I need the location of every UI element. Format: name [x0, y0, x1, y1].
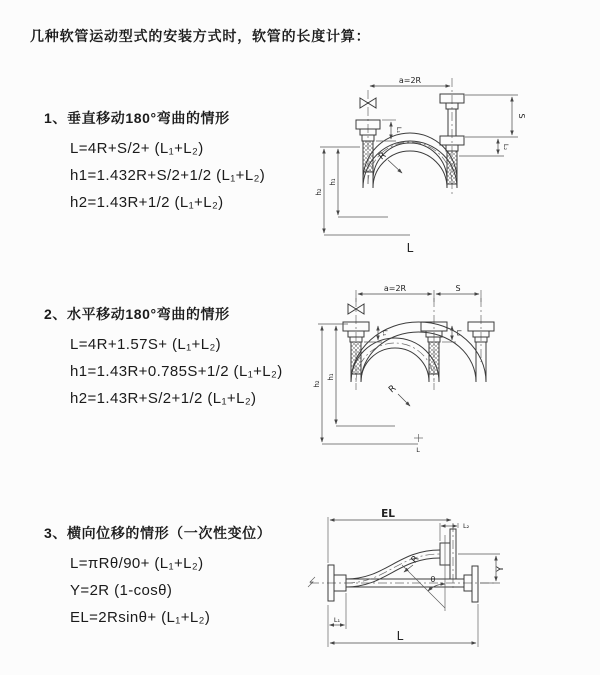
section-vertical-180	[44, 108, 265, 211]
section-3-heading: 3、横向位移的情形（一次性变位）	[44, 525, 272, 541]
d3-right-flange	[464, 566, 478, 602]
d2-middle-pipe	[421, 298, 447, 390]
d3-theta-label: θ	[430, 575, 436, 584]
section-1-formula-h2: h2=1.43R+1/2 (L₁+L₂)	[70, 194, 224, 211]
d1-r-label: R	[377, 150, 389, 163]
d3-y-label: Y	[496, 566, 506, 572]
d3-dimensions	[328, 508, 506, 647]
section-2-formula-h2: h2=1.43R+S/2+1/2 (L₁+L₂)	[70, 390, 257, 407]
d2-h1-label: h₁	[327, 373, 335, 381]
d1-dimensions	[315, 76, 526, 255]
d1-h2-label: h₂	[315, 188, 323, 196]
section-3-formula-L: L=πRθ/90+ (L₁+L₂)	[70, 555, 204, 572]
section-3-formula-Y: Y=2R (1-cosθ)	[70, 582, 173, 599]
section-3-formula-EL: EL=2Rsinθ+ (L₁+L₂)	[70, 609, 211, 626]
d2-dimensions	[313, 284, 481, 454]
section-1-formula-h1: h1=1.432R+S/2+1/2 (L₁+L₂)	[70, 167, 266, 184]
d2-span-label: a=2R	[383, 284, 407, 293]
d2-h2-label: h₂	[313, 380, 321, 388]
d2-l-label: L	[416, 446, 420, 454]
section-2-heading: 2、水平移动180°弯曲的情形	[44, 306, 230, 322]
diagram-lateral-displacement	[300, 505, 600, 660]
section-2-formula-L: L=4R+1.57S+ (L₁+L₂)	[70, 336, 222, 353]
d3-l1-label: L₁	[333, 616, 341, 624]
page-title: 几种软管运动型式的安装方式时，软管的长度计算：	[30, 28, 371, 44]
d2-left-pipe	[343, 298, 369, 390]
d3-r-label: R	[409, 554, 422, 566]
d2-hose	[351, 322, 486, 382]
d1-l1-label: L₁	[395, 126, 403, 134]
d1-l2-label: L₂	[502, 143, 510, 151]
d2-l1-label: L₁	[381, 329, 389, 337]
d1-s-label: S	[517, 113, 526, 119]
d3-upper-hose	[346, 550, 440, 587]
section-1-formula-L: L=4R+S/2+ (L₁+L₂)	[70, 140, 204, 157]
section-2-formula-h1: h1=1.43R+0.785S+1/2 (L₁+L₂)	[70, 363, 283, 380]
valve-icon	[360, 98, 376, 108]
d2-s-label: S	[455, 284, 461, 293]
diagram-horizontal-180-ubend	[312, 282, 600, 457]
d3-el-label: EL	[381, 508, 395, 520]
d2-right-pipe	[468, 298, 494, 382]
section-horizontal-180	[44, 304, 283, 407]
d1-span-label: a=2R	[398, 76, 422, 85]
centerline-break-mark	[308, 577, 315, 587]
section-lateral-displacement	[44, 523, 271, 626]
d3-l-label: L	[396, 629, 404, 643]
d2-r-label: R	[387, 383, 399, 396]
d1-left-pipe	[356, 90, 380, 184]
diagram-vertical-180-ubend	[312, 72, 600, 262]
d3-left-flange	[308, 565, 496, 601]
section-1-heading: 1、垂直移动180°弯曲的情形	[44, 110, 230, 126]
d2-l2-label: L₂	[455, 329, 463, 337]
d3-l2-label: L₂	[463, 522, 470, 530]
d1-l-label: L	[406, 241, 414, 255]
d1-h1-label: h₁	[329, 178, 337, 186]
